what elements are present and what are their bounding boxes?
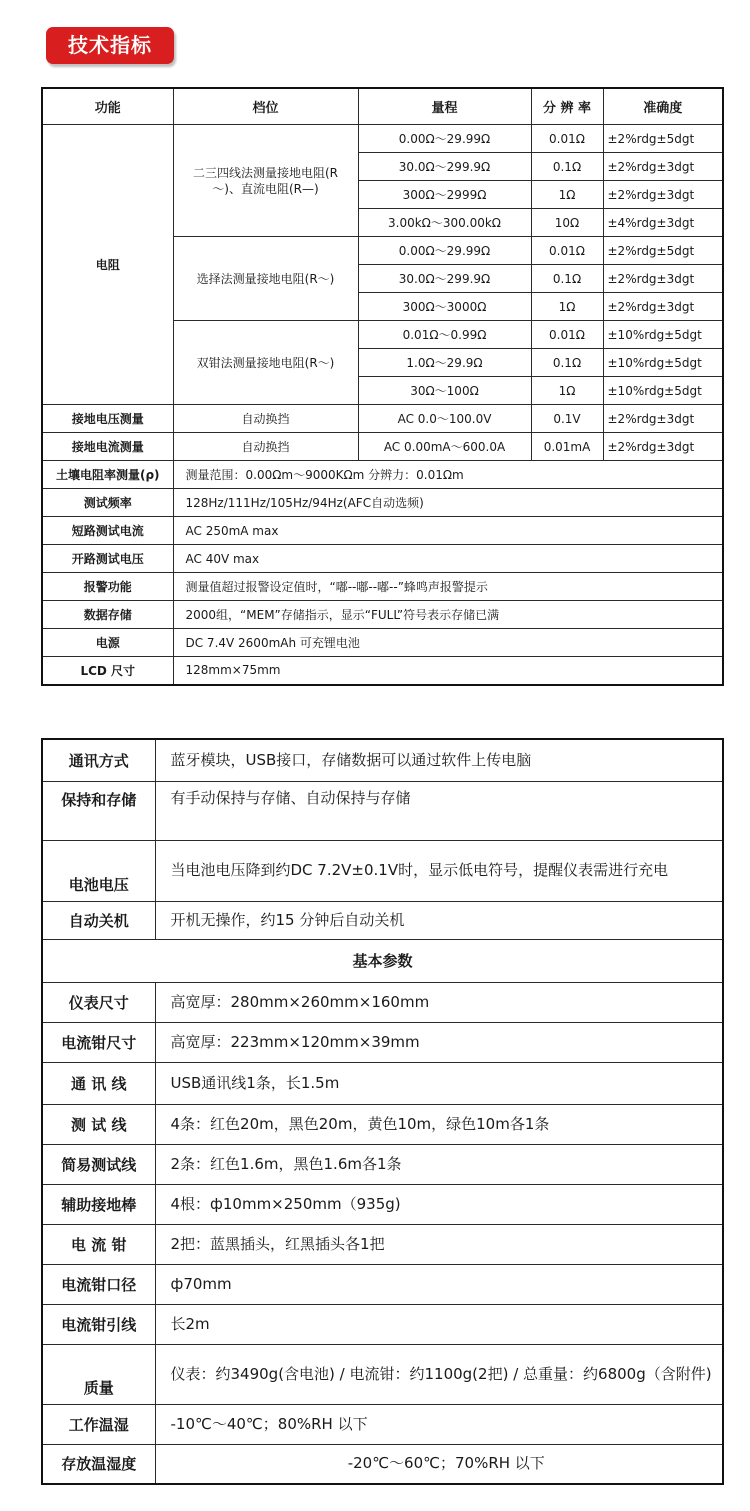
label-cell: 简易测试线 [42,1144,155,1184]
table-row [42,982,723,1022]
value-cell: AC 250mA max [173,517,723,545]
value-cell: 128mm×75mm [173,657,723,685]
mode-cell: 双钳法测量接地电阻(R～) [173,321,358,405]
value-cell: 当电池电压降到约DC 7.2V±0.1V时，显示低电符号，提醒仪表需进行充电 [155,840,723,901]
table-row [42,1062,723,1104]
function-cell: 接地电流测量 [42,433,173,461]
value-cell: 仪表：约3490g(含电池) / 电流钳：约1100g(2把) / 总重量：约6800g（含附件) [155,1344,723,1404]
header-cell: 准确度 [603,88,723,125]
accuracy-cell: ±2%rdg±3dgt [603,153,723,181]
table-row [42,1304,723,1344]
table-row [42,739,723,781]
label-cell: 保持和存储 [42,781,155,840]
table-row [42,629,723,657]
function-cell: LCD 尺寸 [42,657,173,685]
function-cell: 接地电压测量 [42,405,173,433]
mode-cell: 二三四线法测量接地电阻(R～)、直流电阻(R—) [173,125,358,237]
mode-cell: 自动换挡 [173,405,358,433]
spec-table [41,87,724,686]
range-cell: 30.0Ω～299.9Ω [358,265,531,293]
range-cell: 300Ω～2999Ω [358,181,531,209]
accuracy-cell: ±2%rdg±5dgt [603,237,723,265]
accuracy-cell: ±10%rdg±5dgt [603,321,723,349]
label-cell: 存放温湿度 [42,1444,155,1484]
range-cell: AC 0.00mA～600.0A [358,433,531,461]
resolution-cell: 1Ω [531,377,603,405]
label-cell: 电流钳尺寸 [42,1022,155,1062]
value-cell: 4根：ф10mm×250mm（935g) [155,1184,723,1224]
table-row [42,1022,723,1062]
value-cell: 有手动保持与存储、自动保持与存储 [155,781,723,840]
resolution-cell: 0.01mA [531,433,603,461]
value-cell: 2条：红色1.6m，黑色1.6m各1条 [155,1144,723,1184]
table-row [42,781,723,840]
table-row [42,840,723,901]
mode-cell: 自动换挡 [173,433,358,461]
value-cell: 测量值超过报警设定值时，“嘟--嘟--嘟--”蜂鸣声报警提示 [173,573,723,601]
range-cell: 0.00Ω～29.99Ω [358,237,531,265]
resolution-cell: 0.1Ω [531,349,603,377]
table-row [42,125,723,153]
table-row [42,657,723,685]
label-cell: 通讯方式 [42,739,155,781]
table-row [42,1264,723,1304]
label-cell: 电流钳引线 [42,1304,155,1344]
label-cell: 自动关机 [42,901,155,939]
range-cell: 3.00kΩ～300.00kΩ [358,209,531,237]
label-cell: 测 试 线 [42,1104,155,1144]
table-row [42,1224,723,1264]
table-row [42,405,723,433]
function-cell: 数据存储 [42,601,173,629]
label-cell: 仪表尺寸 [42,982,155,1022]
header-cell: 量程 [358,88,531,125]
value-cell: 4条：红色20m，黑色20m，黄色10m，绿色10m各1条 [155,1104,723,1144]
value-cell: 高宽厚：223mm×120mm×39mm [155,1022,723,1062]
value-cell: DC 7.4V 2600mAh 可充锂电池 [173,629,723,657]
table-row [42,1404,723,1444]
range-cell: AC 0.0～100.0V [358,405,531,433]
table-row [42,461,723,489]
mode-cell: 选择法测量接地电阻(R～) [173,237,358,321]
range-cell: 30.0Ω～299.9Ω [358,153,531,181]
resolution-cell: 0.1Ω [531,265,603,293]
resolution-cell: 1Ω [531,293,603,321]
accuracy-cell: ±2%rdg±3dgt [603,293,723,321]
label-cell: 辅助接地棒 [42,1184,155,1224]
label-cell: 工作温湿 [42,1404,155,1444]
value-cell: 128Hz/111Hz/105Hz/94Hz(AFC自动选频) [173,489,723,517]
value-cell: ф70mm [155,1264,723,1304]
function-cell: 报警功能 [42,573,173,601]
label-cell: 电流钳口径 [42,1264,155,1304]
value-cell: -10℃～40℃；80%RH 以下 [155,1404,723,1444]
table-row [42,1144,723,1184]
accuracy-cell: ±2%rdg±3dgt [603,181,723,209]
header-cell: 档位 [173,88,358,125]
value-cell: AC 40V max [173,545,723,573]
function-cell: 测试频率 [42,489,173,517]
table-row [42,1104,723,1144]
function-cell: 开路测试电压 [42,545,173,573]
table-row [42,489,723,517]
table-row [42,573,723,601]
table-row [42,545,723,573]
param-table [41,738,724,1485]
resolution-cell: 1Ω [531,181,603,209]
range-cell: 300Ω～3000Ω [358,293,531,321]
accuracy-cell: ±10%rdg±5dgt [603,377,723,405]
label-cell: 通 讯 线 [42,1062,155,1104]
section-title-badge: 技术指标 [46,27,174,64]
value-cell: 蓝牙模块，USB接口，存储数据可以通过软件上传电脑 [155,739,723,781]
value-cell: 2000组，“MEM”存储指示，显示“FULL”符号表示存储已满 [173,601,723,629]
spec-table-header [42,88,723,125]
label-cell: 质量 [42,1344,155,1404]
resolution-cell: 0.01Ω [531,125,603,153]
resolution-cell: 10Ω [531,209,603,237]
accuracy-cell: ±2%rdg±3dgt [603,405,723,433]
value-cell: 2把：蓝黑插头，红黑插头各1把 [155,1224,723,1264]
range-cell: 0.01Ω～0.99Ω [358,321,531,349]
function-cell: 电源 [42,629,173,657]
resolution-cell: 0.1Ω [531,153,603,181]
value-cell: 长2m [155,1304,723,1344]
value-cell: -20℃～60℃；70%RH 以下 [155,1444,723,1484]
table-row [42,1344,723,1404]
table-row [42,433,723,461]
header-cell: 功能 [42,88,173,125]
function-cell: 短路测试电流 [42,517,173,545]
accuracy-cell: ±2%rdg±5dgt [603,125,723,153]
resolution-cell: 0.01Ω [531,237,603,265]
value-cell: 高宽厚：280mm×260mm×160mm [155,982,723,1022]
table-row [42,901,723,939]
value-cell: USB通讯线1条，长1.5m [155,1062,723,1104]
function-cell: 电阻 [42,125,173,405]
value-cell: 测量范围：0.00Ωm～9000KΩm 分辨力：0.01Ωm [173,461,723,489]
range-cell: 0.00Ω～29.99Ω [358,125,531,153]
value-cell: 开机无操作，约15 分钟后自动关机 [155,901,723,939]
accuracy-cell: ±10%rdg±5dgt [603,349,723,377]
range-cell: 30Ω～100Ω [358,377,531,405]
table-row [42,1444,723,1484]
accuracy-cell: ±4%rdg±3dgt [603,209,723,237]
function-cell: 土壤电阻率测量(ρ) [42,461,173,489]
accuracy-cell: ±2%rdg±3dgt [603,433,723,461]
label-cell: 电池电压 [42,840,155,901]
header-cell: 分 辨 率 [531,88,603,125]
resolution-cell: 0.01Ω [531,321,603,349]
resolution-cell: 0.1V [531,405,603,433]
table-row [42,517,723,545]
range-cell: 1.0Ω～29.9Ω [358,349,531,377]
section-row [42,939,723,982]
label-cell: 电 流 钳 [42,1224,155,1264]
table-row [42,601,723,629]
table-row [42,1184,723,1224]
accuracy-cell: ±2%rdg±3dgt [603,265,723,293]
section-heading: 基本参数 [42,939,723,982]
